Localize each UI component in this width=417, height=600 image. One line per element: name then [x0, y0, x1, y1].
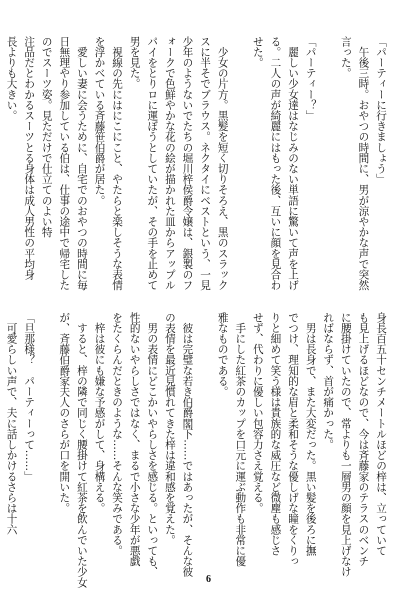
text-line: が、斉藤伯爵家夫人のさらが口を開いた。: [58, 312, 71, 514]
upper-text-block: [5, 36, 389, 291]
text-line: 視線の先にはにこにこと、やたらと楽しそうな表情: [111, 36, 124, 291]
text-line: 男の表情にどこかいやらしさを感じる。といっても、: [146, 312, 159, 577]
text-line: 彼は完璧な若き伯爵閣下……ではあったが、そんな彼: [181, 312, 194, 577]
text-line: 注品だとわかるスーツとる身体は成人男性の平均身: [23, 36, 36, 280]
text-line: 梓は彼にも嫌な予感がして、身構える。: [93, 312, 106, 514]
text-line: すると、梓の隣で同じく腰掛けて紅茶を飲んでいた少女: [75, 312, 88, 588]
text-line: 男は長身で、また大変だった。黒い髪を後ろに撫: [304, 312, 317, 556]
text-line: 少女の片方。黒髪を短く切りそろえ、黒のスラック: [216, 36, 229, 291]
text-line: 麗しい少女達はなじみのない単語に驚いて声を上げ: [287, 36, 300, 291]
text-line: る。二人の声が綺麗にはもった後、互いに顔を見合わ: [269, 36, 282, 291]
text-line: 「パーティー？」: [304, 36, 317, 121]
text-line: [37, 312, 55, 564]
text-line: 男を見た。: [128, 36, 141, 89]
text-line: の表情を最近見慣れてきた梓は違和感を覚えた。: [163, 312, 176, 546]
text-line: りと細めて笑う様は貴族的な威圧など微塵も感じさ: [269, 312, 282, 556]
text-line: [231, 36, 249, 286]
text-line: も見上げるほどなので、今は斉藤家のテラスのベンチ: [357, 312, 370, 567]
lower-text-block: [5, 312, 389, 588]
text-line: 雅なものである。: [216, 312, 229, 397]
text-line: を浮かべている斉藤笹伯爵が居た。: [93, 36, 106, 206]
text-line: 「パーティーに行きましょう」: [375, 36, 387, 185]
text-line: ればならず、首が痛かった。: [322, 312, 335, 450]
text-line: パイをとりロに運ぼうとしていたが、その手を止めて: [146, 36, 159, 291]
text-line: 性的ないやらしさではなく、まるで小さな少年が悪戯: [128, 312, 141, 567]
page-number: 6: [206, 574, 211, 585]
text-line: に腰掛けていたので、常よりも一層男の顔を見上げなけ: [339, 312, 352, 577]
text-line: 「旦那様？ パーティーって……」: [23, 312, 36, 482]
text-line: 午後三時。おやつの時間に、男が涼やかな声で突然: [357, 36, 370, 291]
text-line: 身長百五十センチメートルほどの梓は、立っていて: [375, 312, 387, 556]
text-line: 少年のようないでたちの堀川梓侯爵令嬢は、銀製のフ: [181, 36, 194, 291]
text-line: 長よりも大きい。: [5, 36, 18, 121]
text-line: 日無理やり参加している伯は、仕事の途中で帰宅した: [58, 36, 71, 291]
text-line: をたくらんだときのような……そんな笑みである。: [111, 312, 124, 556]
text-line: 言った。: [339, 36, 352, 79]
text-line: 手にした紅茶のカップを口元に運ぶ動作も非常に優: [234, 312, 247, 567]
text-line: [319, 36, 337, 286]
text-line: せた。: [251, 36, 264, 68]
text-line: ォークで色鮮やかな花の絵が描かれた皿からアップル: [163, 36, 176, 291]
text-line: のでスーツ姿。見ただけで仕立てのよい特: [40, 36, 53, 238]
text-line: でつけ、理知的な眉と柔和そうな優しげな瞳をくりっ: [287, 312, 300, 567]
text-line: 可愛らしい声で、夫に話しかけるさらは十六: [5, 312, 18, 535]
text-line: せず、代わりに優しい包容力さえ覚える。: [251, 312, 264, 514]
text-line: 愛しい妻に会うために、自宅でのおやつの時間に毎: [75, 36, 88, 291]
text-line: スに半そでブラウス。ネクタイにベストという、一見: [199, 36, 212, 291]
text-line: [195, 312, 213, 564]
